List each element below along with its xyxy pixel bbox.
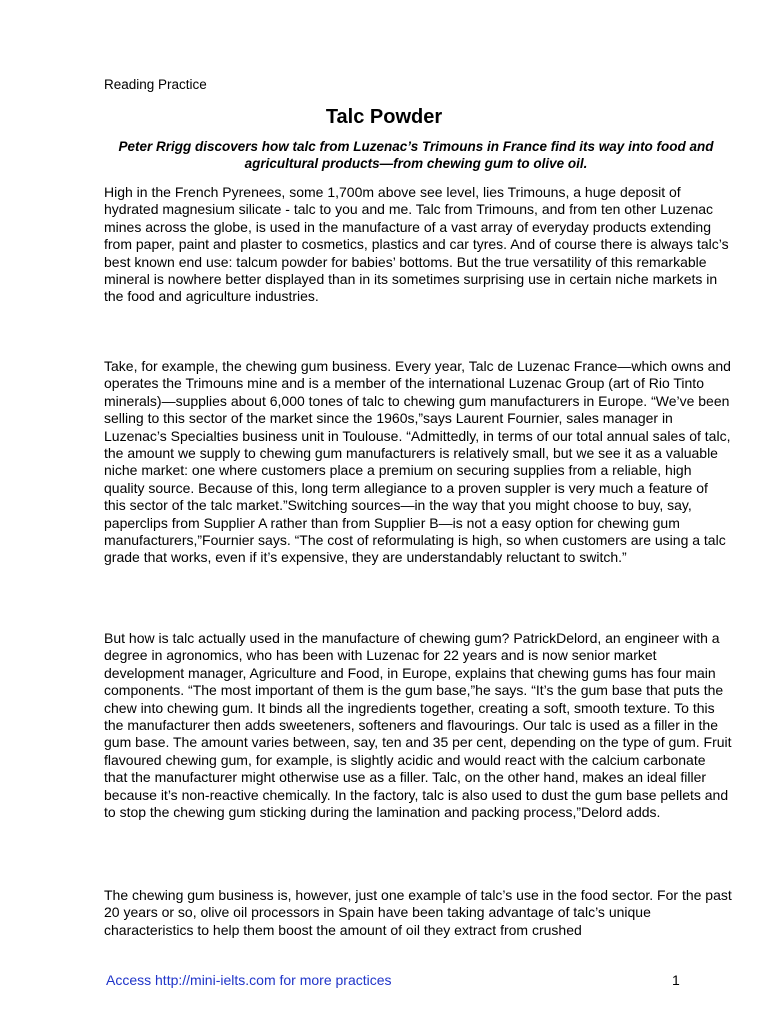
paragraph-2: Take, for example, the chewing gum business. Every year, Talc de Luzenac France—which owns and operates the Trimouns mine and is a member of the international Luzenac Group (art of Rio Tinto minerals)—supplies about 6,000 tones of talc to chewing gum manufacturers in Europe. “We’ve been selling to this sector of the market since the 1960s,”says Laurent Fournier, sales manager in Luzenac’s Specialties business unit in Toulouse. “Admittedly, in terms of our total annual sales of talc, the amount we supply to chewing gum manufacturers is relatively small, but we see it as a valuable niche market: one where customers place a premium on securing supplies from a reliable, high quality source. Because of this, long term allegiance to a proven suppler is very much a feature of this sector of the talc market.”Switching sources—in the way that you might choose to buy, say, paperclips from Supplier A rather than from Supplier B—is not a easy option for chewing gum manufacturers,”Fournier says. “The cost of reformulating is high, so when customers are using a talc grade that works, even if it’s expensive, they are understandably reluctant to switch.” [104, 358, 731, 566]
paragraph-3: But how is talc actually used in the manufacture of chewing gum? PatrickDelord, an engineer with a degree in agronomics, who has been with Luzenac for 22 years and is now senior market development manager, Agriculture and Food, in Europe, explains that chewing gums has four main components. “The most important of them is the gum base,”he says. “It’s the gum base that puts the chew into chewing gum. It binds all the ingredients together, creating a soft, smooth texture. To this the manufacturer then adds sweeteners, softeners and flavourings. Our talc is used as a filler in the gum base. The amount varies between, say, ten and 35 per cent, depending on the type of gum. Fruit flavoured chewing gum, for example, is slightly acidic and would react with the calcium carbonate that the manufacturer might otherwise use as a filler. Talc, on the other hand, makes an ideal filler because it’s non-reactive chemically. In the factory, talc is also used to dust the gum base pellets and to stop the chewing gum sticking during the lamination and packing process,”Delord adds. [104, 630, 732, 821]
page-title: Talc Powder [325, 106, 443, 128]
article-subtitle: Peter Rrigg discovers how talc from Luzenac’s Trimouns in France find its way into food and agricultural products—from chewing gum to olive oil. [118, 139, 714, 171]
footer-link[interactable]: Access http://mini-ielts.com for more practices [106, 972, 392, 988]
paragraph-4: The chewing gum business is, however, just one example of talc’s use in the food sector. For the past 20 years or so, olive oil processors in Spain have been taking advantage of talc’s unique characteristics to help them boost the amount of oil they extract from crushed [104, 887, 732, 938]
header-label: Reading Practice [104, 77, 207, 92]
page-number: 1 [672, 972, 680, 988]
paragraph-1: High in the French Pyrenees, some 1,700m above see level, lies Trimouns, a huge deposit of hydrated magnesium silicate - talc to you and me. Talc from Trimouns, and from ten other Luzenac mines across the globe, is used in the manufacture of a vast array of everyday products extending from paper, paint and plaster to cosmetics, plastics and car tyres. And of course there is always talc’s best known end use: talcum powder for babies’ bottoms. But the true versatility of this remarkable mineral is nowhere better displayed than in its sometimes surprising use in certain niche markets in the food and agriculture industries. [104, 184, 729, 305]
